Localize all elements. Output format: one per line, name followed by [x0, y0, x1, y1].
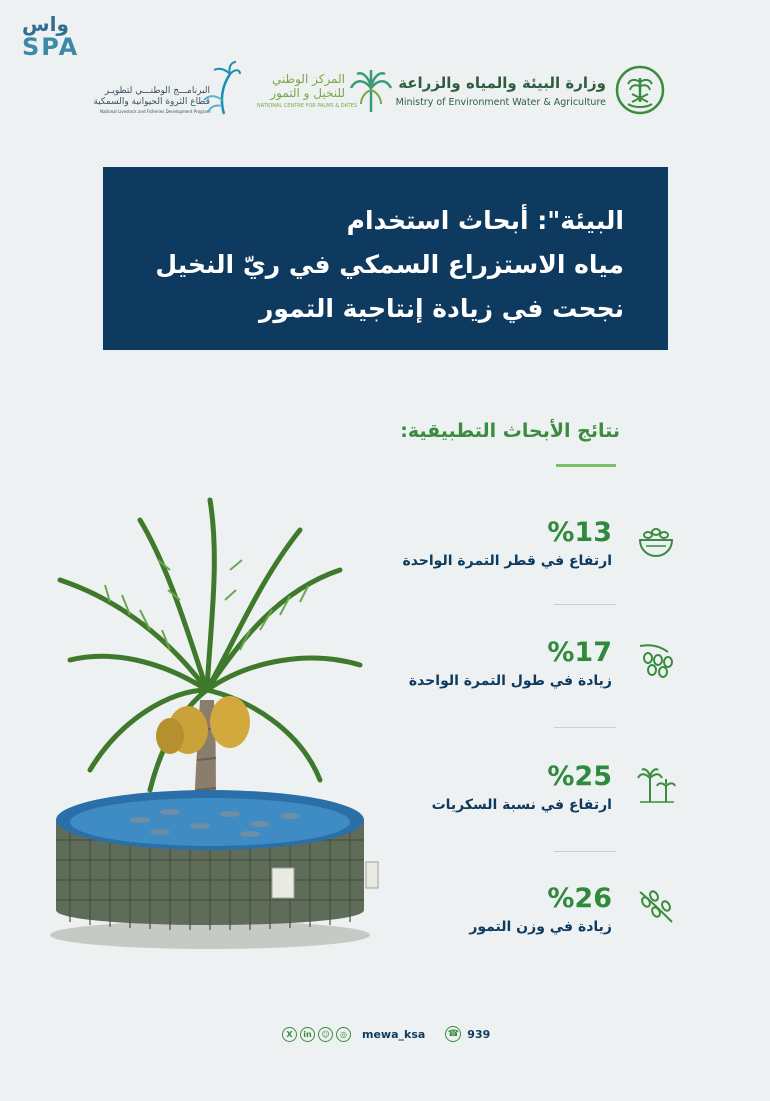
palm-center-icon	[349, 66, 393, 114]
palm-center-en: NATIONAL CENTRE FOR PALMS & DATES	[257, 103, 357, 109]
title-line-1: البيئة": أبحاث استخدام	[346, 206, 624, 235]
results-heading-underline	[556, 464, 616, 467]
stat-item-3	[352, 761, 612, 813]
ministry-logo-text	[396, 74, 606, 108]
livestock-program-logo	[93, 60, 250, 120]
ministry-emblem-icon	[614, 64, 666, 116]
snapchat-icon[interactable]: ☺	[318, 1027, 333, 1042]
palm-trees-icon	[636, 764, 676, 804]
stat-label-1: ارتفاع في قطر التمرة الواحدة	[402, 553, 612, 569]
stat-value-1: %13	[547, 517, 612, 548]
spa-logo-arabic: واس	[22, 12, 69, 36]
instagram-icon[interactable]: ◎	[336, 1027, 351, 1042]
social-handle[interactable]: mewa_ksa	[362, 1027, 426, 1041]
livestock-en: National Livestock and Fisheries Development Program	[100, 109, 211, 114]
stat-divider-1	[554, 604, 616, 605]
stat-item-1	[352, 517, 612, 569]
spa-logo-latin: SPA	[22, 33, 80, 61]
stat-label-2: زيادة في طول التمرة الواحدة	[408, 673, 612, 689]
stat-value-4: %26	[547, 883, 612, 914]
livestock-line1: البرنامـــج الوطنـــي لتطويـر	[104, 86, 210, 96]
ministry-name-en: Ministry of Environment Water & Agriculture	[395, 97, 606, 108]
livestock-line2: قطاع الثروة الحيوانية والسمكية	[93, 97, 210, 107]
title-line-3: نجحت في زيادة إنتاجية التمور	[258, 294, 624, 323]
livestock-program-icon	[200, 60, 242, 116]
footer	[282, 1024, 490, 1044]
stat-divider-2	[554, 727, 616, 728]
phone-number[interactable]: 939	[467, 1027, 491, 1041]
date-cluster-icon	[636, 640, 676, 680]
stat-divider-3	[554, 851, 616, 852]
title-box	[103, 167, 668, 350]
date-branch-icon	[636, 886, 676, 926]
title-line-2: مياه الاستزراع السمكي في ريّ النخيل	[155, 250, 624, 279]
linkedin-icon[interactable]: in	[300, 1027, 315, 1042]
ministry-name-ar: وزارة البيئة والمياه والزراعة	[398, 74, 606, 92]
stat-value-2: %17	[547, 637, 612, 668]
stat-value-3: %25	[547, 761, 612, 792]
results-heading: نتائج الأبحاث التطبيقية:	[400, 420, 620, 442]
x-icon[interactable]: X	[282, 1027, 297, 1042]
stat-item-2	[352, 637, 612, 689]
stat-label-4: زيادة في وزن التمور	[469, 919, 612, 935]
stat-item-4	[352, 883, 612, 935]
stat-label-3: ارتفاع في نسبة السكريات	[431, 797, 612, 813]
palm-center-line1: المركز الوطني	[271, 72, 345, 86]
spa-logo	[22, 14, 92, 62]
palm-center-line2: للنخيل و التمور	[270, 86, 345, 100]
palm-center-logo	[257, 66, 397, 116]
palm-and-fish-tank-illustration	[50, 490, 380, 950]
dates-bowl-icon	[636, 520, 676, 560]
phone-icon: ☎	[445, 1026, 461, 1042]
